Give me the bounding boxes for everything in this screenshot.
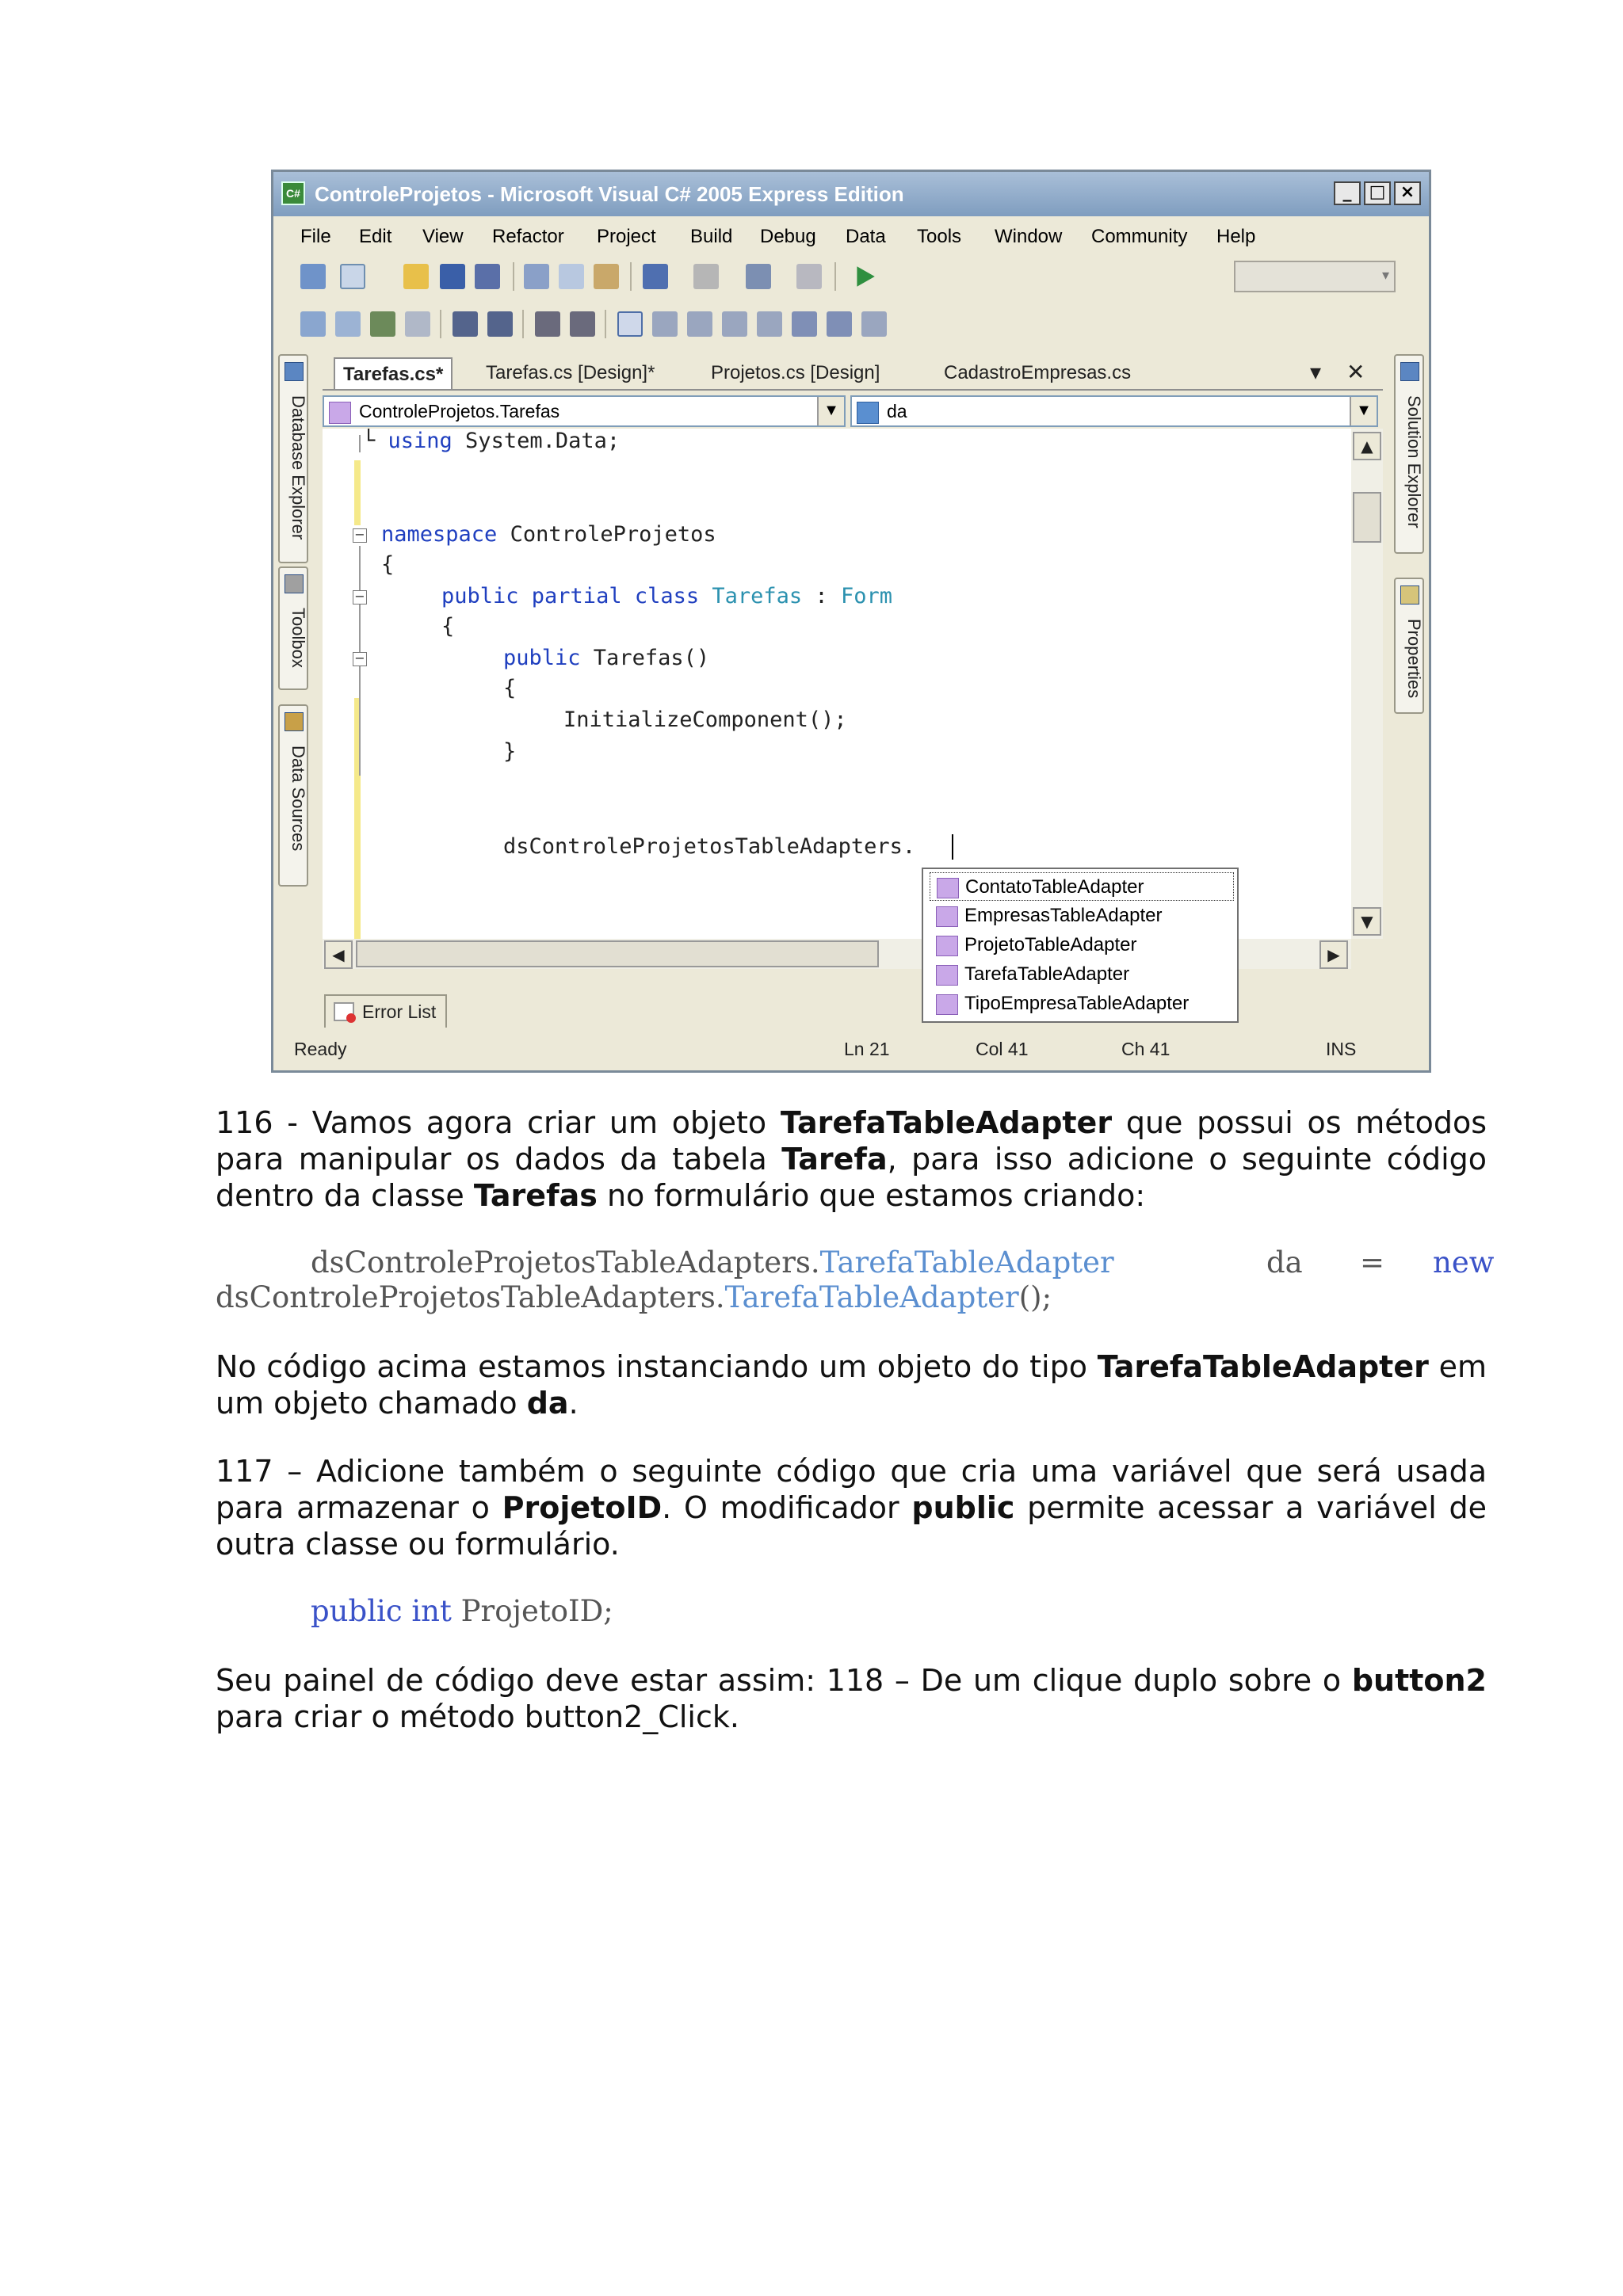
collapse-icon[interactable]: − <box>353 652 367 666</box>
code-line: InitializeComponent(); <box>563 707 847 732</box>
display-quick-info-icon[interactable] <box>370 311 395 337</box>
clear-bookmarks-icon[interactable] <box>861 311 887 337</box>
minimize-button[interactable]: _ <box>1334 181 1361 205</box>
class-icon <box>936 965 958 986</box>
tab-tarefas-cs[interactable]: Tarefas.cs* <box>334 357 453 389</box>
intellisense-item[interactable]: TipoEmpresaTableAdapter <box>930 990 1234 1018</box>
menu-data[interactable]: Data <box>846 226 886 247</box>
maximize-button[interactable]: □ <box>1364 181 1391 205</box>
status-bar <box>273 1029 1429 1070</box>
add-item-icon[interactable] <box>340 264 365 289</box>
menu-bar <box>273 216 1429 256</box>
navigate-forward-icon[interactable] <box>796 264 822 289</box>
display-parameter-info-icon[interactable] <box>335 311 361 337</box>
properties-tab[interactable]: Properties <box>1394 578 1424 714</box>
previous-bookmark-in-folder-icon[interactable] <box>722 311 747 337</box>
code-line: { <box>381 552 395 577</box>
paragraph-116: 116 - Vamos agora criar um objeto TarefaTableAdapter que possui os métodos para manipular os dados da tabela Tarefa, para isso adicione o seguinte código dentro da classe Tarefas no formulário que estamos criando: <box>216 1105 1487 1213</box>
chevron-down-icon[interactable]: ▼ <box>1350 397 1377 425</box>
redo-icon[interactable] <box>693 264 719 289</box>
text-cursor <box>952 834 953 860</box>
menu-help[interactable]: Help <box>1216 226 1256 247</box>
display-word-completion-icon[interactable] <box>405 311 430 337</box>
scroll-up-icon[interactable]: ▲ <box>1353 432 1381 460</box>
comment-lines-icon[interactable] <box>535 311 560 337</box>
solution-configuration-combo[interactable] <box>1234 261 1396 292</box>
next-bookmark-icon[interactable] <box>687 311 712 337</box>
code-line: namespace ControleProjetos <box>381 522 716 547</box>
intellisense-item[interactable]: ProjetoTableAdapter <box>930 931 1234 959</box>
data-sources-tab[interactable]: Data Sources <box>278 704 308 887</box>
database-explorer-icon <box>285 362 304 381</box>
toolbox-icon <box>285 574 304 593</box>
increase-indent-icon[interactable] <box>487 311 513 337</box>
database-explorer-tab[interactable]: Database Explorer <box>278 354 308 563</box>
save-icon[interactable] <box>440 264 465 289</box>
left-panel-strip <box>275 354 311 1051</box>
right-panel-strip <box>1391 354 1427 1051</box>
status-insert-mode: INS <box>1326 1039 1357 1059</box>
active-files-dropdown-icon[interactable]: ▾ <box>1310 359 1322 385</box>
field-icon <box>857 402 879 424</box>
code-line: } <box>503 739 517 764</box>
close-button[interactable]: × <box>1394 181 1421 205</box>
class-icon <box>937 878 959 898</box>
intellisense-item[interactable]: TarefaTableAdapter <box>930 960 1234 989</box>
paragraph-118: Seu painel de código deve estar assim: 118 – De um clique duplo sobre o button2 para criar o método button2_Click. <box>216 1663 1487 1734</box>
error-list-icon <box>334 1002 354 1021</box>
undo-icon[interactable] <box>643 264 668 289</box>
chevron-down-icon[interactable]: ▼ <box>817 397 844 425</box>
paragraph-117: 117 – Adicione também o seguinte código que cria uma variável que será usada para armazenar o ProjetoID. O modificador public permite acessar a variável de outra classe ou formulário. <box>216 1454 1487 1562</box>
save-all-icon[interactable] <box>475 264 500 289</box>
menu-edit[interactable]: Edit <box>359 226 392 247</box>
scroll-thumb[interactable] <box>1353 492 1381 543</box>
menu-build[interactable]: Build <box>690 226 733 247</box>
document-tabs <box>323 354 1383 391</box>
text-editor-toolbar <box>285 305 1418 345</box>
solution-explorer-icon <box>1400 362 1419 381</box>
code-snippet-equals: = <box>1360 1245 1385 1280</box>
code-line: { <box>503 676 517 700</box>
uncomment-lines-icon[interactable] <box>570 311 595 337</box>
collapse-icon[interactable]: − <box>353 590 367 605</box>
close-tab-icon[interactable]: ✕ <box>1346 359 1365 385</box>
status-line: Ln 21 <box>844 1039 890 1059</box>
menu-file[interactable]: File <box>300 226 331 247</box>
menu-window[interactable]: Window <box>995 226 1063 247</box>
tab-tarefas-design[interactable]: Tarefas.cs [Design]* <box>486 362 655 383</box>
decrease-indent-icon[interactable] <box>453 311 478 337</box>
member-combo[interactable]: da ▼ <box>850 395 1378 427</box>
intellisense-item[interactable]: ContatoTableAdapter <box>930 872 1234 901</box>
previous-bookmark-in-document-icon[interactable] <box>792 311 817 337</box>
class-icon <box>936 906 958 927</box>
next-bookmark-in-document-icon[interactable] <box>827 311 852 337</box>
menu-view[interactable]: View <box>422 226 464 247</box>
collapse-icon[interactable]: − <box>353 528 367 543</box>
properties-icon <box>1400 585 1419 605</box>
code-line: { <box>441 614 455 639</box>
class-icon <box>936 936 958 956</box>
scroll-thumb[interactable] <box>356 940 879 967</box>
code-snippet-var: da <box>1266 1245 1303 1280</box>
intellisense-item[interactable]: EmpresasTableAdapter <box>930 902 1234 930</box>
code-snippet-line-1: dsControleProjetosTableAdapters.TarefaTableAdapter <box>311 1245 1114 1280</box>
scroll-right-icon[interactable]: ▶ <box>1319 940 1348 969</box>
code-line: public partial class Tarefas : Form <box>441 584 892 608</box>
status-ready: Ready <box>294 1039 347 1059</box>
scroll-down-icon[interactable]: ▼ <box>1353 907 1381 936</box>
next-bookmark-in-folder-icon[interactable] <box>757 311 782 337</box>
start-debugging-icon[interactable] <box>852 264 877 289</box>
error-list-tab[interactable]: Error List <box>324 994 447 1028</box>
class-icon <box>329 402 351 424</box>
scroll-left-icon[interactable]: ◀ <box>324 940 353 969</box>
window-title: ControleProjetos - Microsoft Visual C# 2005 Express Edition <box>315 182 904 206</box>
app-icon: C# <box>281 181 305 205</box>
toggle-bookmark-icon[interactable] <box>617 311 643 337</box>
code-area[interactable] <box>323 429 1351 939</box>
menu-community[interactable]: Community <box>1091 226 1188 247</box>
code-line: └ using System.Data; <box>362 429 621 453</box>
code-line: public Tarefas() <box>503 646 710 670</box>
code-snippet-projetoid: public int ProjetoID; <box>311 1594 613 1628</box>
paste-icon[interactable] <box>594 264 619 289</box>
solution-explorer-tab[interactable]: Solution Explorer <box>1394 354 1424 554</box>
code-line-typing: dsControleProjetosTableAdapters. <box>503 834 916 859</box>
title-bar <box>273 172 1429 216</box>
paragraph-explanation: No código acima estamos instanciando um objeto do tipo TarefaTableAdapter em um objeto chamado da. <box>216 1349 1487 1421</box>
new-project-icon[interactable] <box>300 264 326 289</box>
navigate-backward-icon[interactable] <box>746 264 771 289</box>
copy-icon[interactable] <box>559 264 584 289</box>
display-object-member-list-icon[interactable] <box>300 311 326 337</box>
code-snippet-line-2: dsControleProjetosTableAdapters.TarefaTableAdapter(); <box>216 1280 1052 1314</box>
menu-debug[interactable]: Debug <box>760 226 816 247</box>
status-column: Col 41 <box>976 1039 1029 1059</box>
intellisense-list <box>922 868 1239 1023</box>
status-char: Ch 41 <box>1121 1039 1170 1059</box>
standard-toolbar <box>285 257 1418 297</box>
ide-window <box>271 170 1431 1073</box>
navigation-bar <box>323 391 1383 429</box>
open-folder-icon[interactable] <box>403 264 429 289</box>
data-sources-icon <box>285 712 304 731</box>
vertical-scrollbar[interactable] <box>1351 429 1383 939</box>
toolbox-tab[interactable]: Toolbox <box>278 566 308 690</box>
tab-cadastroempresas-cs[interactable]: CadastroEmpresas.cs <box>944 362 1132 383</box>
previous-bookmark-icon[interactable] <box>652 311 678 337</box>
class-combo[interactable]: ControleProjetos.Tarefas ▼ <box>323 395 846 427</box>
menu-tools[interactable]: Tools <box>917 226 962 247</box>
menu-refactor[interactable]: Refactor <box>492 226 564 247</box>
tab-projetos-design[interactable]: Projetos.cs [Design] <box>711 362 880 383</box>
cut-icon[interactable] <box>524 264 549 289</box>
class-icon <box>936 994 958 1015</box>
code-snippet-new: new <box>1433 1245 1495 1280</box>
menu-project[interactable]: Project <box>597 226 656 247</box>
